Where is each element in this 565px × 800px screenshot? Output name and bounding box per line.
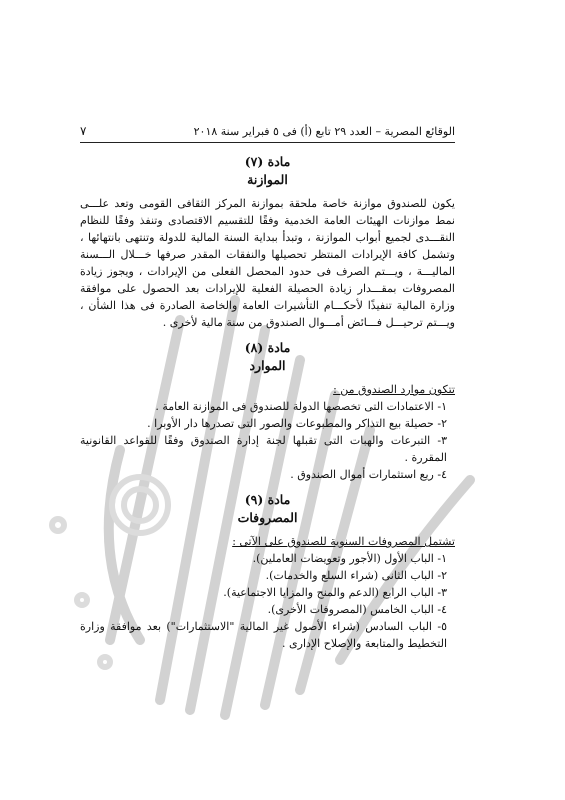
article-9-number: مادة (٩) — [244, 492, 291, 507]
article-8-number: مادة (٨) — [244, 340, 291, 355]
list-item: ٣- الباب الرابع (الدعم والمنح والمزايا الاجتماعية). — [223, 586, 447, 599]
article-7-title: الموازنة — [247, 172, 288, 187]
list-item: ٥- الباب السادس (شراء الأصول غير المالية "الاستثمارات") بعد موافقة وزارة التخطيط والمتابعة والإصلاح الإدارى . — [80, 620, 447, 650]
document-page — [80, 124, 455, 652]
article-9-intro: تشتمل المصروفات السنوية للصندوق على الآتى : — [232, 535, 455, 548]
list-item: ٢- حصيلة بيع التذاكر والمطبوعات والصور التى تصدرها دار الأوبرا . — [147, 417, 447, 430]
page-number: ٧ — [80, 124, 87, 138]
article-8-title: الموارد — [249, 358, 286, 373]
list-item: ١- الباب الأول (الأجور وتعويضات العاملين). — [252, 552, 447, 565]
article-8-intro: تتكون موارد الصندوق من : — [333, 383, 455, 396]
article-7-paragraph: يكون للصندوق موازنة خاصة ملحقة بموازنة المركز الثقافى القومى وتعد علـــى نمط موازنات الهيئات العامة الخدمية وفقًا للتقسيم الاقتصادى وتنفذ وفقًا للنظام النقـــدى لجميع أبواب الموازنة ، وتبدأ ببداية السنة المالية للدولة وتنتهى بانتهائها ، وتشمل كافة الإيرادات المنتظر تحصيلها والنفقات المقدر صرفها خـــلال الـــسنة الماليـــة ، ويـــتم الصرف فى حدود المحصل الفعلى من الإيرادات ، ويجوز زيادة المصروفات بمقـــدار زيادة الحصيلة الفعلية للإيرادات بعد الحصول على موافقة وزارة المالية تنفيذًا لأحكـــام التأشيرات العامة والخاصة الصادرة فى هذا الشأن ، ويـــتم ترحيـــل فـــائض أمـــوال الصندوق من سنة مالية لأخرى . — [80, 197, 455, 329]
article-7-number: مادة (٧) — [244, 154, 291, 169]
list-item: ٢- الباب الثانى (شراء السلع والخدمات). — [265, 569, 447, 582]
article-9-list — [80, 550, 455, 652]
article-9-title: المصروفات — [237, 510, 298, 525]
running-header — [80, 124, 455, 143]
running-title: الوقائع المصرية – العدد ٢٩ تابع (أ) فى ٥ فبراير سنة ٢٠١٨ — [193, 125, 455, 138]
list-item: ١- الاعتمادات التى تخصصها الدولة للصندوق فى الموازنة العامة . — [155, 400, 447, 413]
article-8-list — [80, 398, 455, 483]
list-item: ٤- ريع استثمارات أموال الصندوق . — [290, 468, 447, 481]
list-item: ٣- التبرعات والهبات التى تقبلها لجنة إدارة الصندوق وفقًا للقواعد القانونية المقررة . — [80, 434, 447, 464]
list-item: ٤- الباب الخامس (المصروفات الأخرى). — [267, 603, 447, 616]
